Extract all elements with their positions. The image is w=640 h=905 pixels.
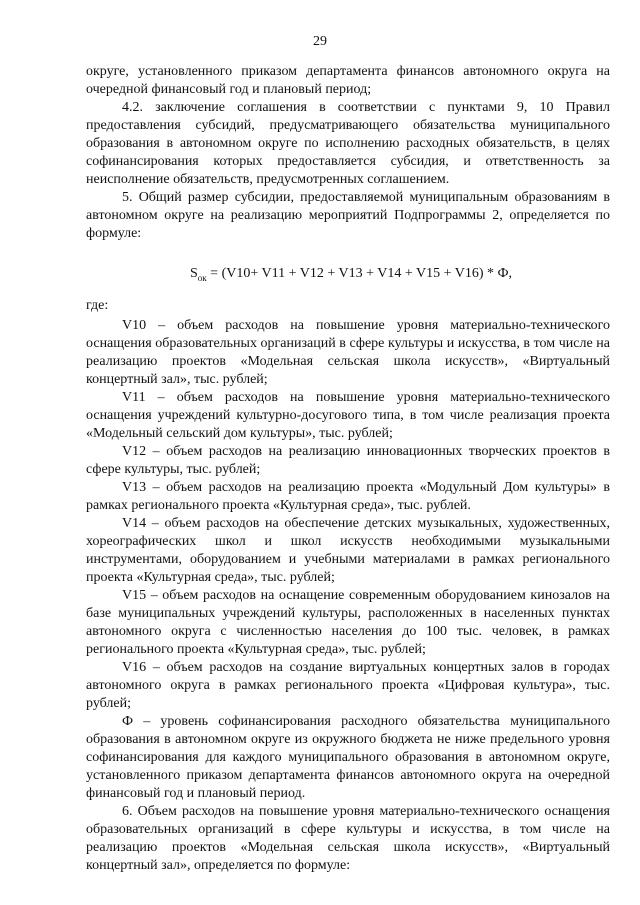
where-label: где: [86,297,109,313]
paragraph-5: 5. Общий размер субсидии, предоставляемой муниципальным образованиям в автономном округе на реализацию мероприятий Подпрограммы 2, определяется по формуле: [86,190,610,241]
page-number: 29 [313,34,327,49]
definition-v14: V14 – объем расходов на обеспечение детских музыкальных, художественных, хореографических школ и школ искусств необходимыми музыкальными инструментами, оборудованием и учебными материалами в рамках регионального проекта «Культурная среда», тыс. рублей; [86,515,610,585]
formula-lhs-subscript: ок [197,272,207,283]
definition-v10: V10 – объем расходов на повышение уровня материально-технического оснащения образовательных организаций в сфере культуры и искусства, в том числе на реализацию проектов «Модельная сельская школа искусств», «Виртуальный концертный зал», тыс. рублей; [86,317,610,387]
definition-v12: V12 – объем расходов на реализацию инновационных творческих проектов в сфере культуры, тыс. рублей; [86,443,610,477]
definition-v13: V13 – объем расходов на реализацию проекта «Модульный Дом культуры» в рамках регионального проекта «Культурная среда», тыс. рублей. [86,479,610,513]
paragraph-4-2: 4.2. заключение соглашения в соответствии с пунктами 9, 10 Правил предоставления субсидий, предусматривающего обязательства муниципального образования в автономном округе по исполнению расходных обязательств, в целях софинансирования которых предоставляется субсидия, и ответственность за неисполнение обязательств, предусмотренных соглашением. [86,100,610,187]
definition-f: Ф – уровень софинансирования расходного обязательства муниципального образования в автономном округе из окружного бюджета не ниже предельного уровня софинансирования для каждого муниципального образования в автономном округе, установленного приказом департамента финансов автономного округа на очередной финансовый год и плановый период. [86,713,610,801]
formula-lhs: S [190,266,198,281]
definition-v15: V15 – объем расходов на оснащение современным оборудованием кинозалов на базе муниципальных учреждений культуры, расположенных в населенных пунктах автономного округа с численностью населения до 100 тыс. человек, в рамках регионального проекта «Культурная среда», тыс. рублей; [86,587,610,657]
formula-rhs: = (V10+ V11 + V12 + V13 + V14 + V15 + V16) * Ф, [206,266,513,281]
document-body [86,63,610,875]
definition-v16: V16 – объем расходов на создание виртуальных концертных залов в городах автономного округа в рамках регионального проекта «Цифровая культура», тыс. рублей; [86,659,610,711]
paragraph-6: 6. Объем расходов на повышение уровня материально-технического оснащения образовательных организаций в сфере культуры и искусства, в том числе на реализацию проектов «Модельная сельская школа искусств», «Виртуальный концертный зал», определяется по формуле: [86,803,610,873]
paragraph-continuation: округе, установленного приказом департамента финансов автономного округа на очередной финансовый год и плановый период; [86,64,610,97]
subsidy-formula [86,265,610,287]
definition-v11: V11 – объем расходов на повышение уровня материально-технического оснащения учреждений культурно-досугового типа, в том числе реализация проекта «Модельный сельский дом культуры», тыс. рублей; [86,389,610,441]
